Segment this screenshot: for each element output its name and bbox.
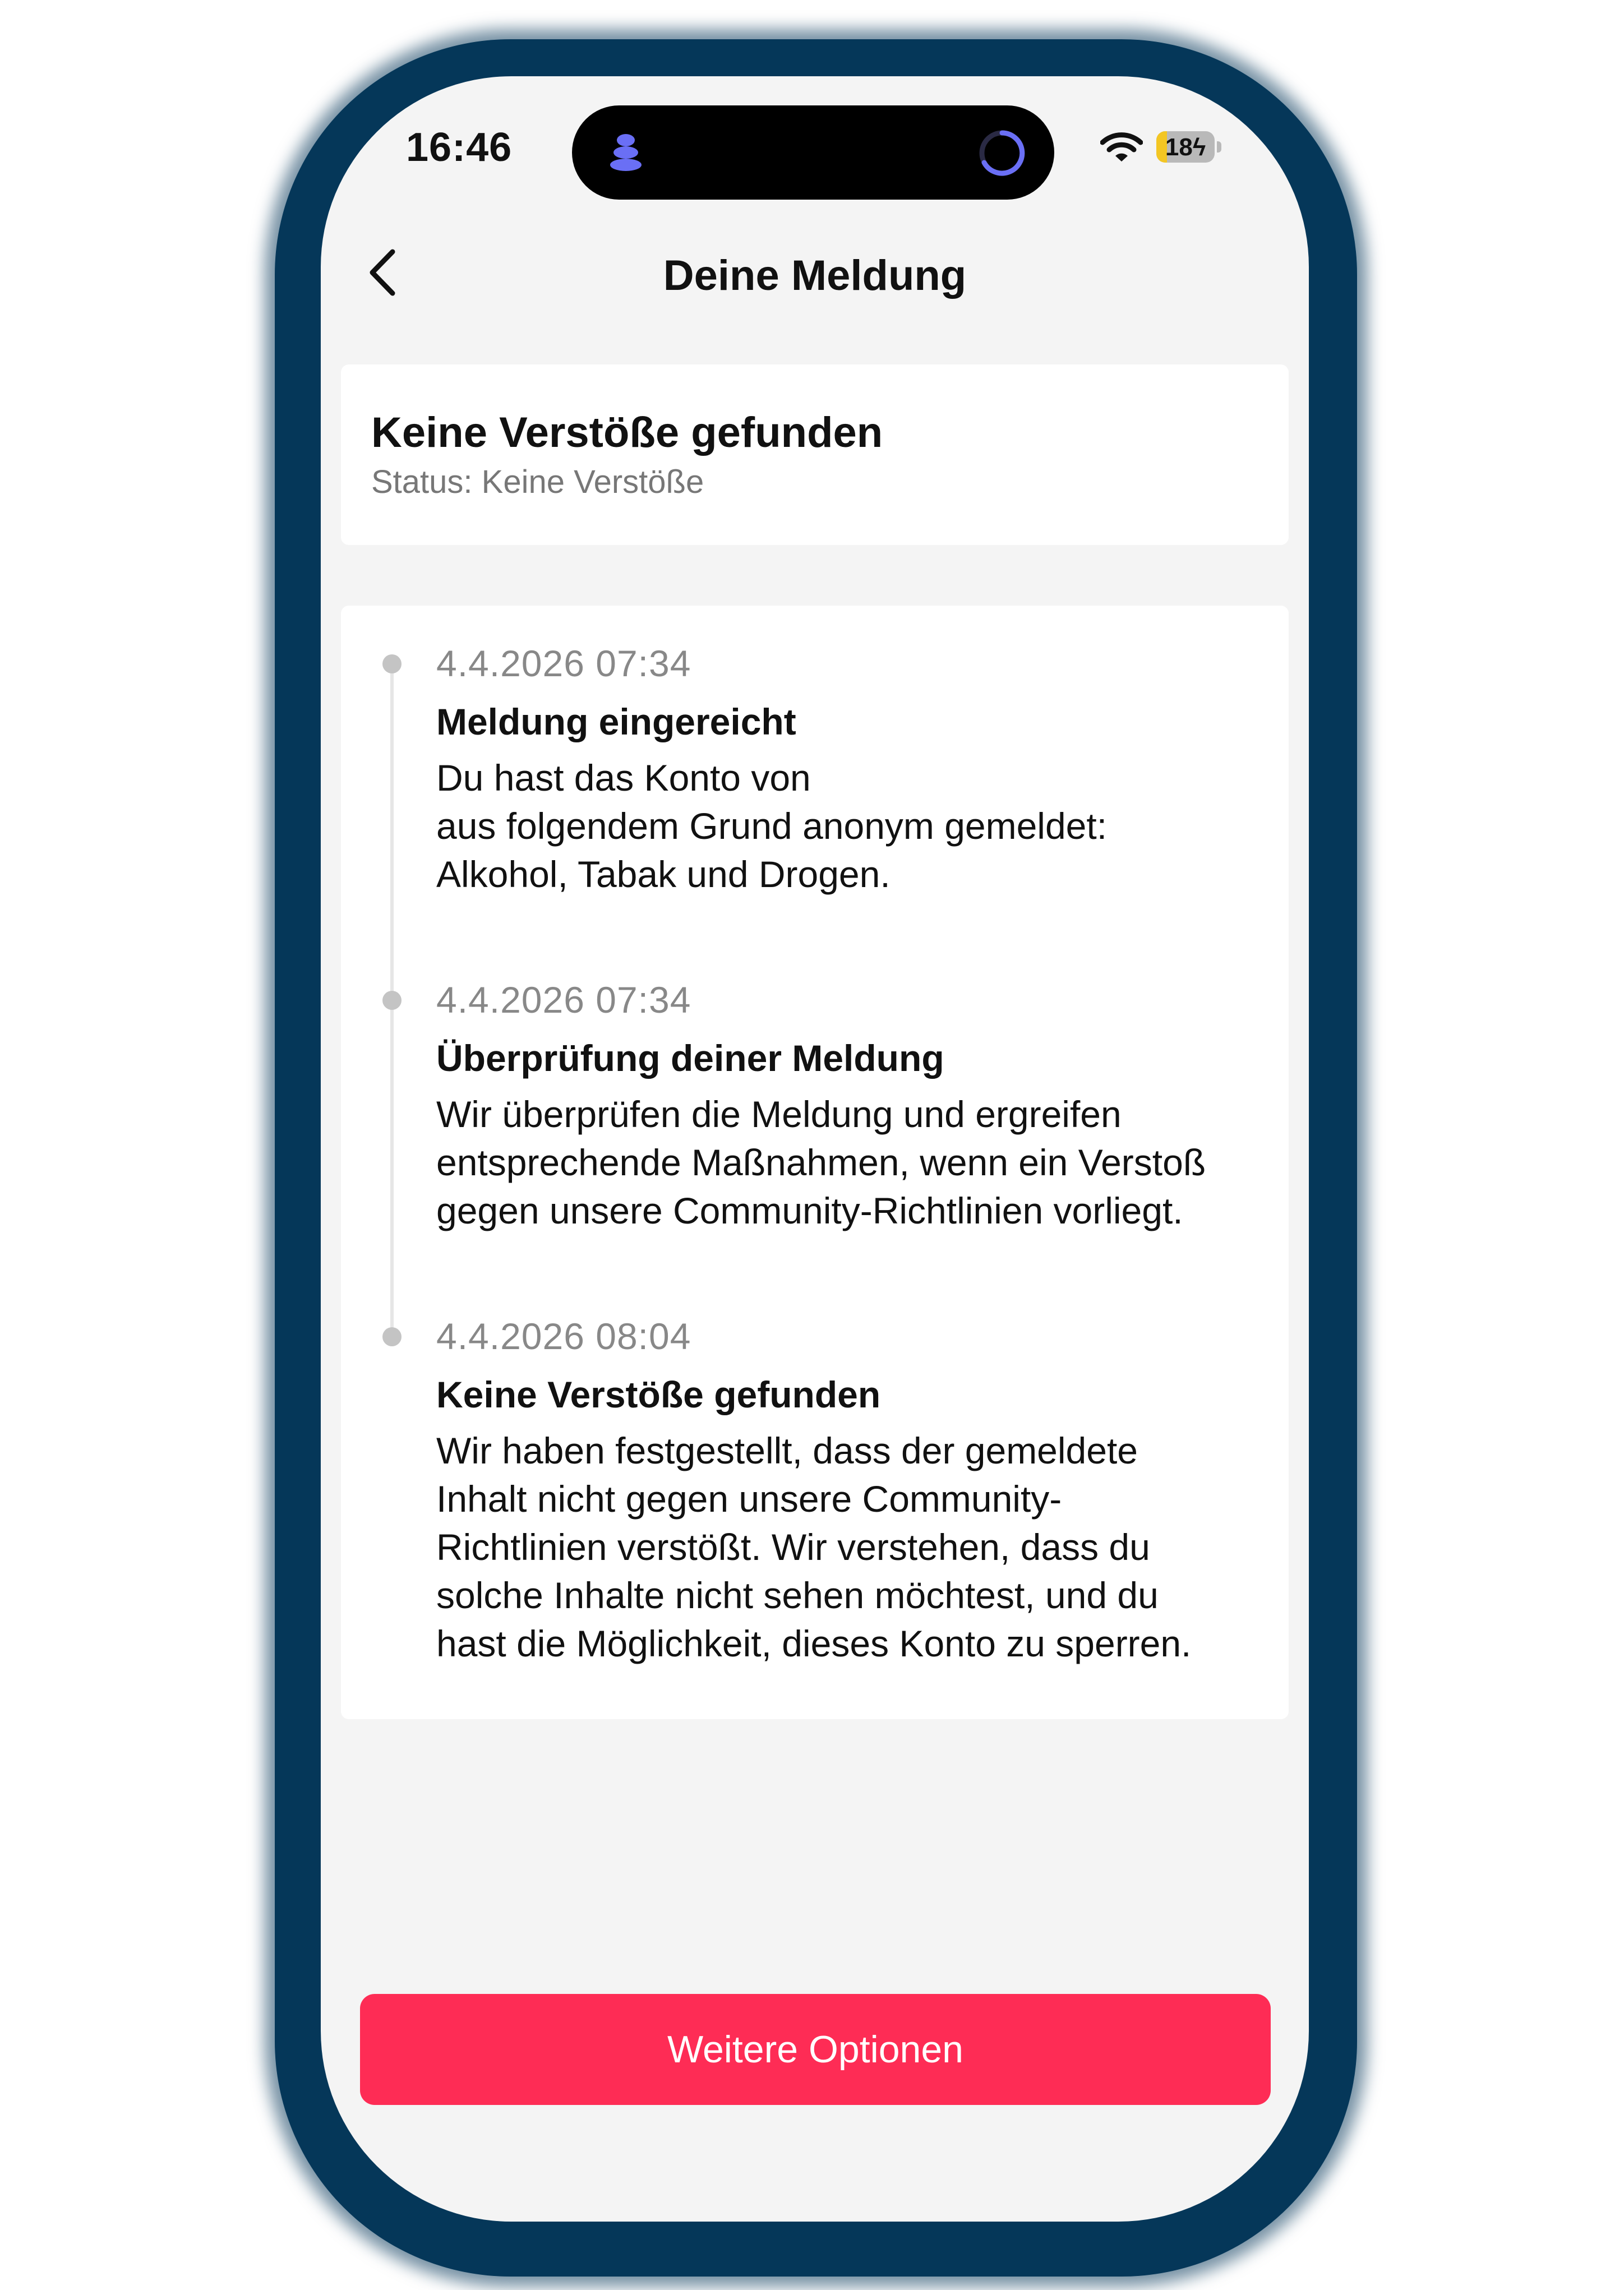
timeline-dot [382,991,402,1010]
battery-level: 18 [1165,133,1193,161]
body-line: Wir überprüfen die Meldung und ergreifen [436,1093,1122,1135]
timeline-body [436,1426,1266,1668]
body-line: Du hast das Konto von [436,757,811,798]
body-line: Inhalt nicht gegen unsere Community- [436,1478,1062,1520]
timeline-date: 4.4.2026 07:34 [436,643,691,684]
body-line: hast die Möglichkeit, dieses Konto zu sperren. [436,1623,1192,1664]
status-subtitle: Status: Keine Verstöße [371,464,704,500]
timeline-body [436,1090,1266,1235]
charging-bolt-icon: ϟ [1192,133,1206,161]
dynamic-island[interactable] [572,105,1054,200]
stacked-app-icon [606,132,646,173]
status-card [341,364,1289,545]
timeline-entry-result [436,1312,1266,1668]
timeline-body [436,754,1266,898]
timeline-card [341,606,1289,1719]
timeline-dot [382,654,402,673]
timeline-dot [382,1327,402,1346]
timeline-date: 4.4.2026 07:34 [436,979,691,1021]
page-title: Deine Meldung [663,252,967,299]
status-time: 16:46 [406,125,513,170]
body-line: solche Inhalte nicht sehen möchtest, und du [436,1575,1159,1616]
body-line: gegen unsere Community-Richtlinien vorliegt. [436,1190,1183,1231]
body-line: entsprechende Maßnahmen, wenn ein Verstoß [436,1142,1206,1183]
body-line: Richtlinien verstößt. Wir verstehen, dass du [436,1526,1150,1568]
battery-indicator [1156,131,1215,163]
timeline-title: Überprüfung deiner Meldung [436,1037,944,1079]
more-options-button[interactable]: Weitere Optionen [360,1994,1271,2105]
status-title: Keine Verstöße gefunden [371,409,883,456]
wifi-icon [1100,132,1143,164]
phone-screen [321,76,1309,2222]
timeline-title: Keine Verstöße gefunden [436,1374,881,1415]
timeline-date: 4.4.2026 08:04 [436,1315,691,1357]
body-line: Alkohol, Tabak und Drogen. [436,853,891,895]
battery-tip [1217,141,1221,153]
timeline-entry-review [436,976,1266,1235]
progress-ring-icon [977,128,1027,178]
body-line: aus folgendem Grund anonym gemeldet: [436,805,1108,847]
body-line: Wir haben festgestellt, dass der gemeldete [436,1430,1138,1471]
timeline-title: Meldung eingereicht [436,701,796,742]
timeline-entry-submitted [436,639,1266,898]
